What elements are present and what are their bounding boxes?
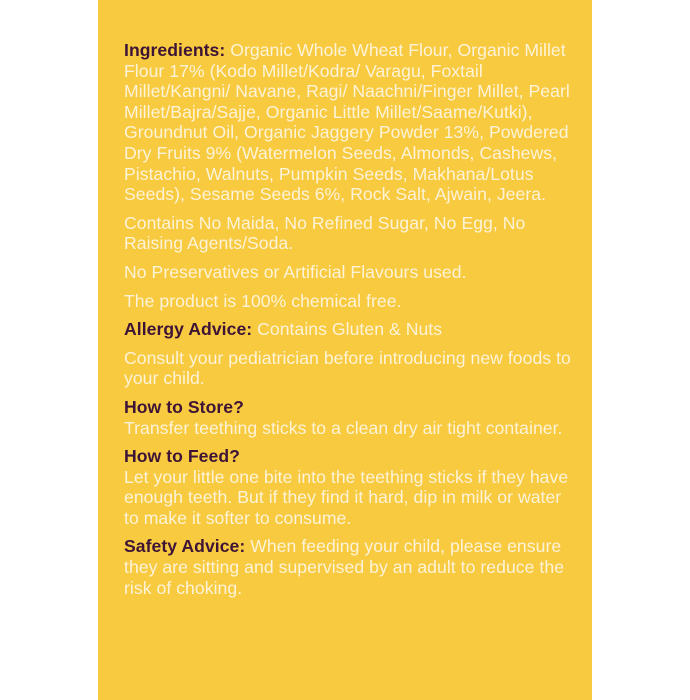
- claim-chemical-free: The product is 100% chemical free.: [124, 290, 402, 311]
- allergy-text: Contains Gluten & Nuts: [252, 319, 443, 340]
- safety-text: When feeding your child, please ensure they are sitting and supervised by an adult to reduce the risk of choking.: [124, 536, 565, 598]
- store-heading: How to Store?: [124, 396, 244, 417]
- ingredients-section: [124, 40, 574, 205]
- ingredients-text: Organic Whole Wheat Flour, Organic Millet Flour 17% (Kodo Millet/Kodra/ Varagu, Foxtail Millet/Kangni/ Navane, Ragi/ Naachni/Finger Millet, Pearl Millet/Bajra/Sajje, Organic Little Millet/Saame/Kutki), Groundnut Oil, Organic Jaggery Powder 13%, Powdered Dry Fruits 9% (Watermelon Seeds, Almonds, Cashews, Pistachio, Walnuts, Pumpkin Seeds, Makhana/Lotus Seeds), Sesame Seeds 6%, Rock Salt, Ajwain, Jeera.: [124, 40, 570, 205]
- feed-text: Let your little one bite into the teething sticks if they have enough teeth. But if they find it hard, dip in milk or water to make it softer to consume.: [124, 466, 569, 528]
- store-text: Transfer teething sticks to a clean dry air tight container.: [124, 417, 563, 438]
- allergy-heading: Allergy Advice:: [124, 319, 253, 340]
- ingredients-heading: Ingredients:: [124, 40, 226, 60]
- safety-heading: Safety Advice:: [124, 536, 246, 557]
- consult-text: Consult your pediatrician before introducing new foods to your child.: [124, 347, 571, 389]
- feed-section: [124, 446, 574, 528]
- store-section: [124, 397, 574, 438]
- claim-no-preservatives: No Preservatives or Artificial Flavours used.: [124, 261, 467, 282]
- feed-heading: How to Feed?: [124, 446, 240, 467]
- claim-no-maida: Contains No Maida, No Refined Sugar, No Egg, No Raising Agents/Soda.: [124, 212, 526, 254]
- allergy-section: [124, 319, 574, 340]
- label-content: [124, 40, 574, 598]
- safety-section: [124, 536, 574, 598]
